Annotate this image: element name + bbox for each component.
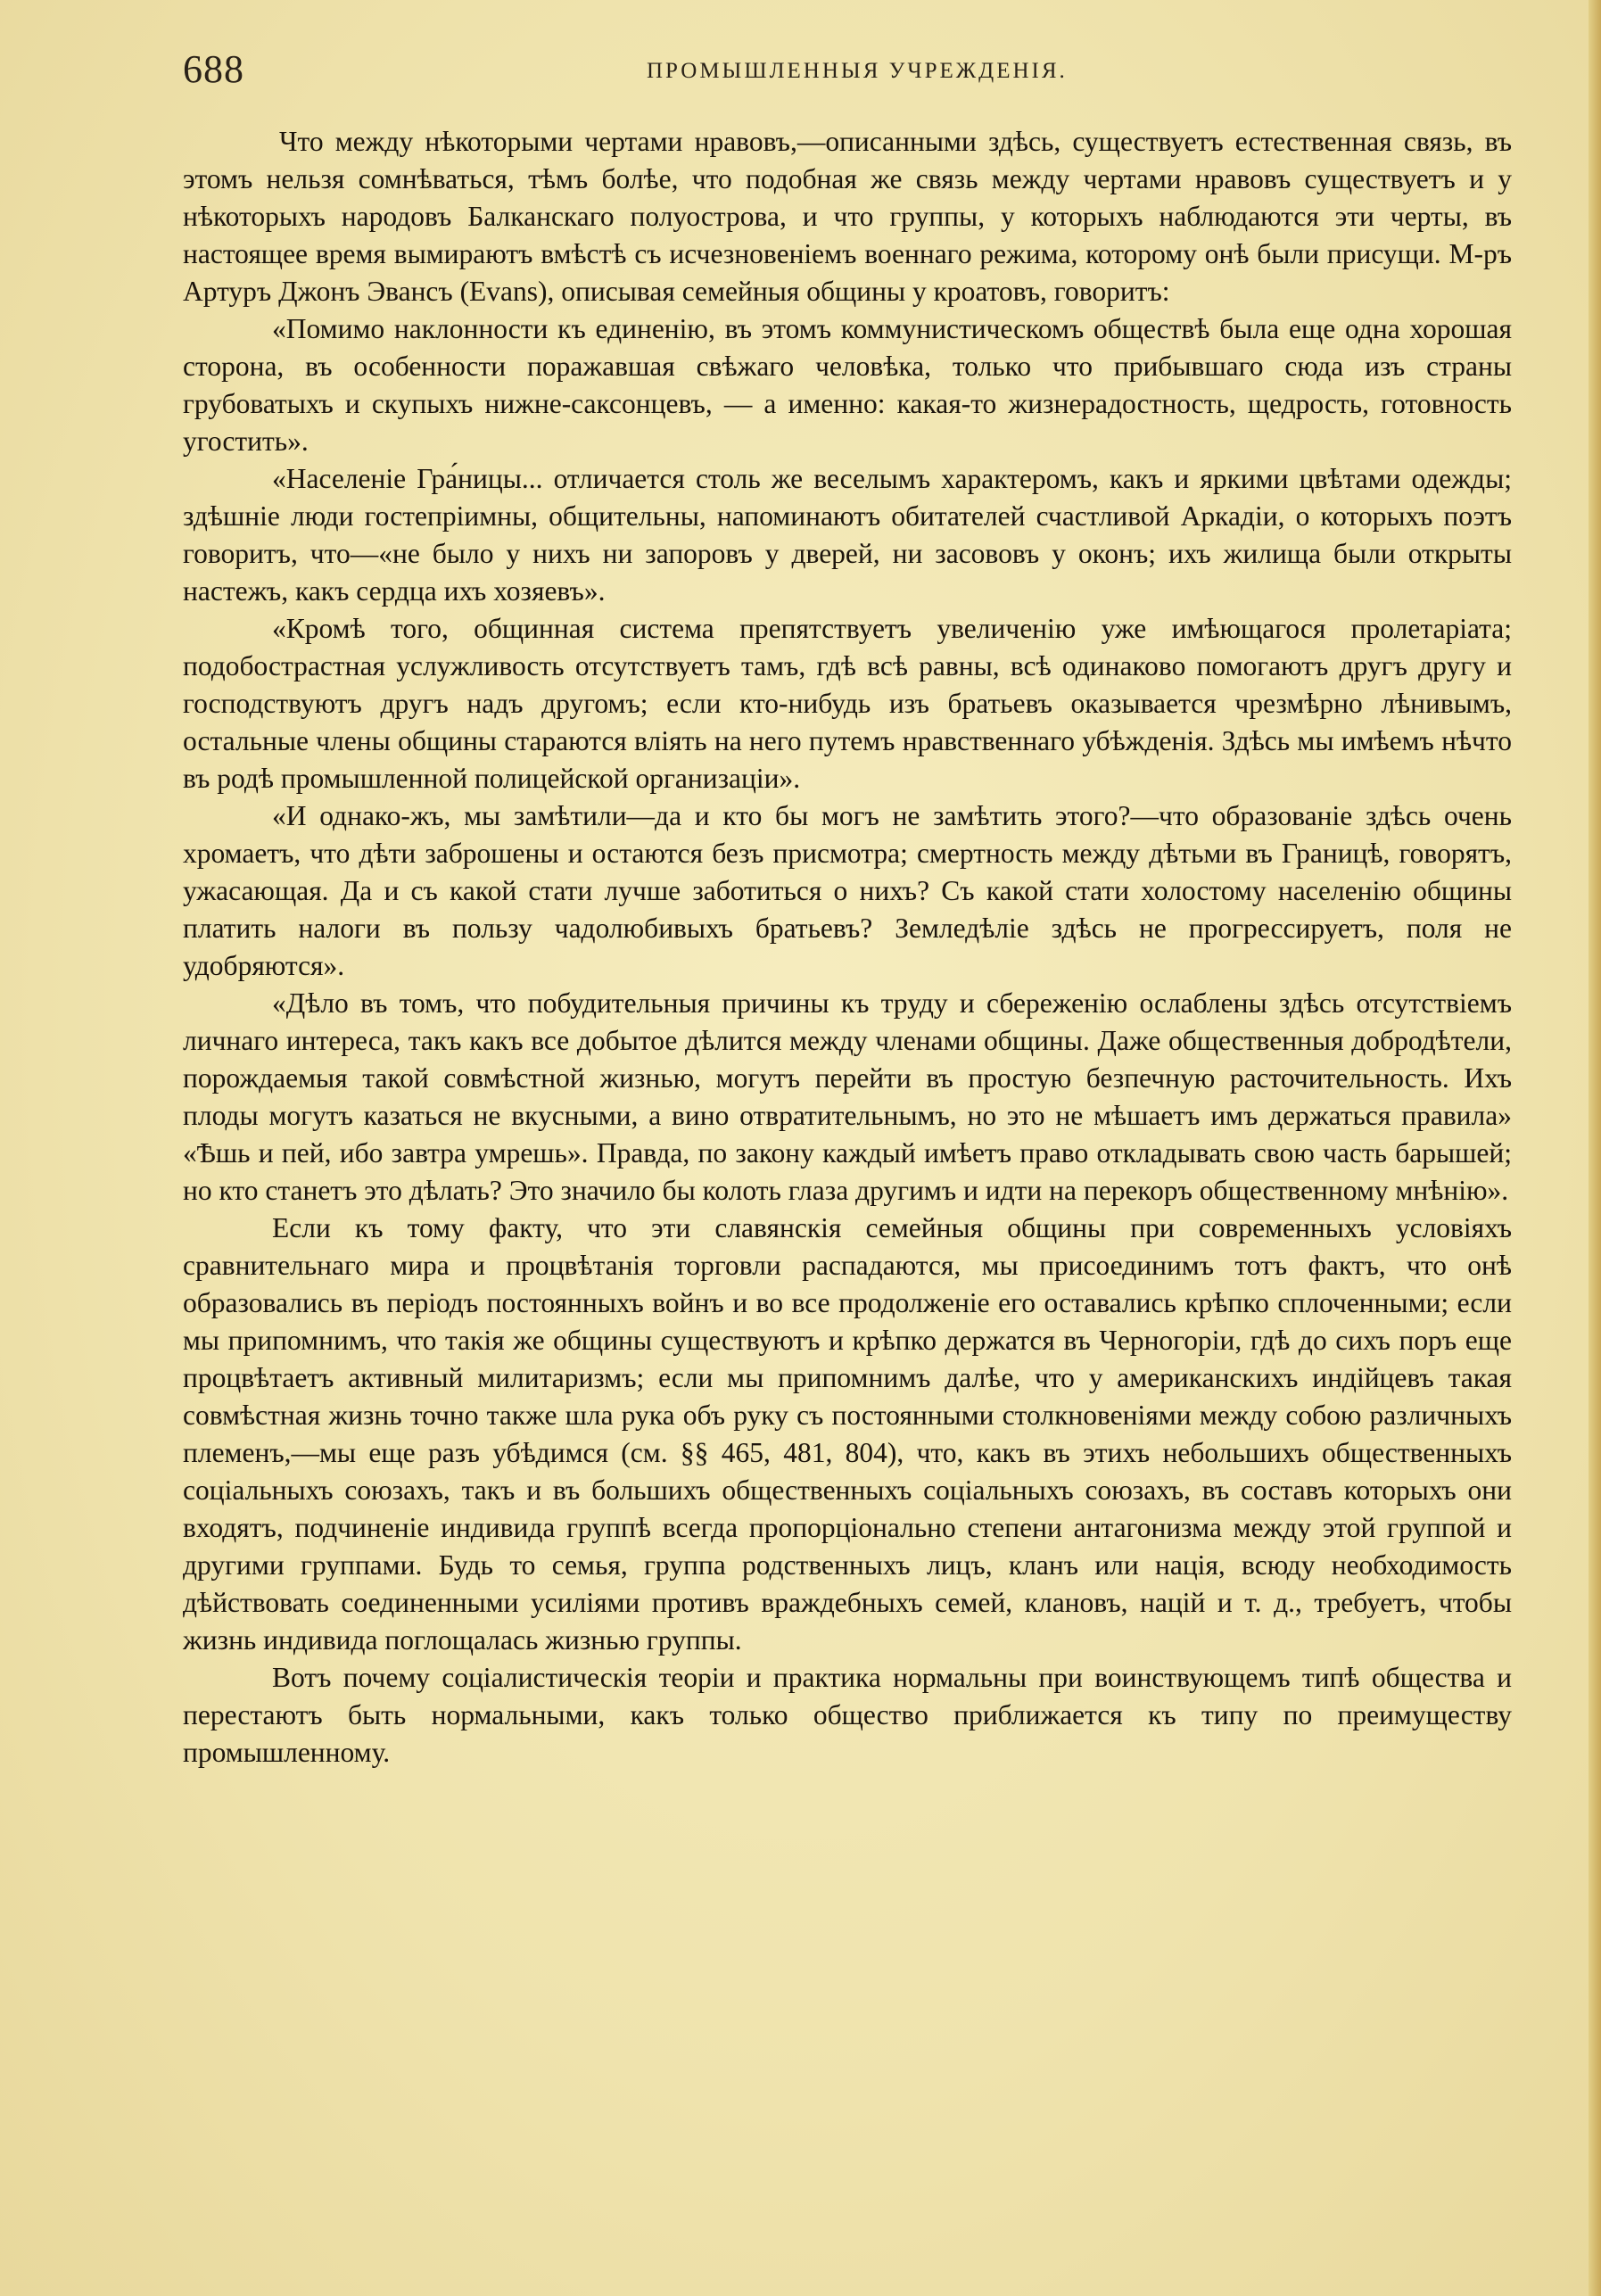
page-number: 688 — [183, 47, 244, 91]
paragraph: «Дѣло въ томъ, что побудительныя причины къ труду и сбереженію ослаблены здѣсь отсутствіемъ личнаго интереса, такъ какъ все добытое дѣлится между членами общины. Даже общественныя добродѣтели, порождаемыя такой совмѣстной жизнью, могутъ перейти въ простую безпечную расточительность. Ихъ плоды могутъ казаться не вкусными, а вино отвратительнымъ, но это не мѣшаетъ имъ держаться правила» «Ѣшь и пей, ибо завтра умрешь». Правда, по закону каждый имѣетъ право откладывать свою часть барышей; но кто станетъ это дѣлать? Это значило бы колоть глаза другимъ и идти на перекоръ общественному мнѣнію». — [183, 987, 1512, 1206]
body-text — [183, 123, 1512, 1772]
paragraph: Вотъ почему соціалистическія теоріи и практика нормальны при воинствующемъ типѣ общества и перестаютъ быть нормальными, какъ только общество приближается къ типу по преимуществу промышленному. — [183, 1662, 1512, 1768]
page-header — [183, 46, 1539, 91]
page-edge — [1589, 0, 1601, 2296]
running-head: ПРОМЫШЛЕННЫЯ УЧРЕЖДЕНІЯ. — [647, 59, 1068, 83]
paragraph: «И однако-жъ, мы замѣтили—да и кто бы могъ не замѣтить этого?—что образованіе здѣсь очень хромаетъ, что дѣти заброшены и остаются безъ присмотра; смертность между дѣтьми въ Границѣ, говорятъ, ужасающая. Да и съ какой стати лучше заботиться о нихъ? Съ какой стати холостому населенію общины платить налоги въ пользу чадолюбивыхъ братьевъ? Земледѣліе здѣсь не прогрессируетъ, поля не удобряются». — [183, 800, 1512, 981]
paragraph: «Помимо наклонности къ единенію, въ этомъ коммунистическомъ обществѣ была еще одна хорошая сторона, въ особенности поражавшая свѣжаго человѣка, только что прибывшаго сюда изъ страны грубоватыхъ и скупыхъ нижне-саксонцевъ, — а именно: какая-то жизнерадостность, щедрость, готовность угостить». — [183, 313, 1512, 457]
paragraph: «Кромѣ того, общинная система препятствуетъ увеличенію уже имѣющагося пролетаріата; подобострастная услужливость отсутствуетъ тамъ, гдѣ всѣ равны, всѣ одинаково помогаютъ другъ другу и господствуютъ другъ надъ другомъ; если кто-нибудь изъ братьевъ оказывается чрезмѣрно лѣнивымъ, остальные члены общины стараются вліять на него путемъ нравственнаго убѣжденія. Здѣсь мы имѣемъ нѣчто въ родѣ промышленной полицейской организаціи». — [183, 613, 1512, 794]
paragraph: Что между нѣкоторыми чертами нравовъ,—описанными здѣсь, существуетъ естественная связь, въ этомъ нельзя сомнѣваться, тѣмъ болѣе, что подобная же связь между чертами нравовъ существуетъ и у нѣкоторыхъ народовъ Балканскаго полуострова, и что группы, у которыхъ наблюдаются эти черты, въ настоящее время вымираютъ вмѣстѣ съ исчезновеніемъ военнаго режима, которому онѣ были присущи. М-ръ Артуръ Джонъ Эвансъ (Evans), описывая семейныя общины у кроатовъ, говоритъ: — [183, 126, 1512, 307]
paragraph: «Населеніе Гра́ницы... отличается столь же веселымъ характеромъ, какъ и яркими цвѣтами одежды; здѣшніе люди гостепріимны, общительны, напоминаютъ обитателей счастливой Аркадіи, о которыхъ поэтъ говоритъ, что—«не было у нихъ ни запоровъ у дверей, ни засововъ у оконъ; ихъ жилища были открыты настежъ, какъ сердца ихъ хозяевъ». — [183, 463, 1512, 607]
paragraph: Если къ тому факту, что эти славянскія семейныя общины при современныхъ условіяхъ сравнительнаго мира и процвѣтанія торговли распадаются, мы присоединимъ тотъ фактъ, что онѣ образовались въ періодъ постоянныхъ войнъ и во все продолженіе его оставались крѣпко сплоченными; если мы припомнимъ, что такія же общины существуютъ и крѣпко держатся въ Черногоріи, гдѣ до сихъ поръ еще процвѣтаетъ активный милитаризмъ; если мы припомнимъ далѣе, что у американскихъ индійцевъ такая совмѣстная жизнь точно также шла рука объ руку съ постоянными столкновеніями между собою различныхъ племенъ,—мы еще разъ убѣдимся (см. §§ 465, 481, 804), что, какъ въ этихъ небольшихъ общественныхъ соціальныхъ союзахъ, такъ и въ большихъ общественныхъ соціальныхъ союзахъ, въ составъ которыхъ они входятъ, подчиненіе индивида группѣ всегда пропорціонально степени антагонизма между этой группой и другими группами. Будь то семья, группа родственныхъ лицъ, кланъ или нація, всюду необходимость дѣйствовать соединенными усиліями противъ враждебныхъ семей, клановъ, націй и т. д., требуетъ, чтобы жизнь индивида поглощалась жизнью группы. — [183, 1212, 1512, 1656]
